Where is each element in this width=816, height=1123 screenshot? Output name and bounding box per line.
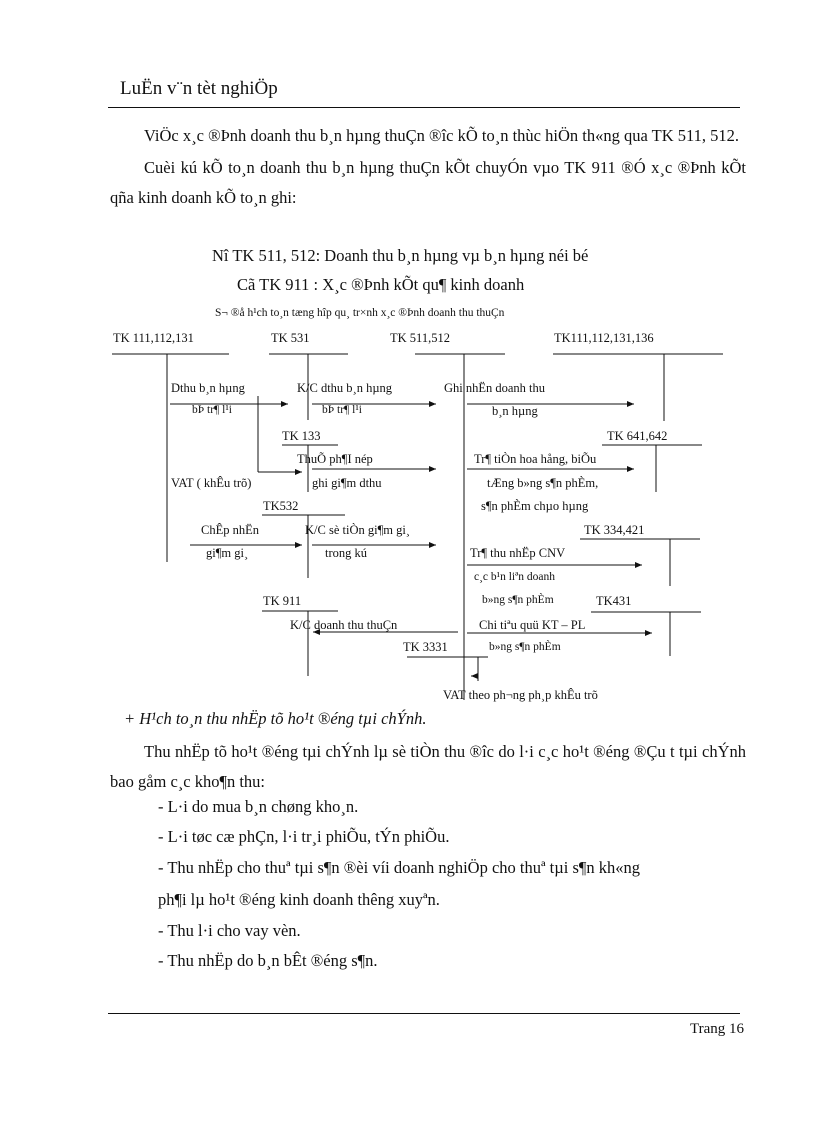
list-item: - Thu nhËp do b¸n bÊt ®éng s¶n. [158,951,378,970]
label-chi-1: Chi tiªu quü KT – PL [479,618,586,632]
list-item: - Thu l·i cho vay vèn. [158,921,301,940]
label-chi-2: b»ng s¶n phÈm [489,641,561,653]
label-chap-2: gi¶m gi¸ [206,546,249,560]
page-number: Trang 16 [689,1021,744,1037]
label-kc-1: K/C dthu b¸n hµng [297,381,393,395]
label-kcdt: K/C doanh thu thuÇn [290,618,398,632]
account-tk111b: TK111,112,131,136 [554,331,654,345]
header-title: LuËn v¨n tèt nghiÖp [120,78,278,99]
account-tk3331: TK 3331 [403,640,448,654]
account-tk531: TK 531 [271,331,310,345]
label-ghi-1: Ghi nhËn doanh thu [444,381,546,395]
label-tra-2: tÆng b»ng s¶n phÈm, [487,476,599,490]
account-tk511: TK 511,512 [390,331,450,345]
label-tra-3: s¶n phÈm chµo hµng [481,499,589,513]
label-tra-1: Tr¶ tiÒn hoa hång, biÕu [474,452,597,466]
label-dthu-2: bÞ tr¶ l¹i [192,404,232,416]
list-item: - Thu nhËp cho thuª tµi s¶n ®èi víi doanh nghiÖp cho thuª tµi s¶n kh«ng [158,858,640,877]
label-dthu-1: Dthu b¸n hµng [171,381,245,395]
label-vat: VAT ( khÊu trõ) [171,476,252,490]
account-tk431: TK431 [596,594,632,608]
label-tr-1: Tr¶ thu nhËp CNV [470,546,566,560]
footer-rule [108,1013,740,1014]
intro-para-1: ViÖc x¸c ®Þnh doanh thu b¸n hµng thuÇn ®îc kÕ to¸n thùc hiÖn th«ng qua TK 511, 512. [144,126,739,145]
label-vat-2: VAT theo ph¬ng ph¸p khÊu trõ [443,688,598,702]
account-tk911: TK 911 [263,594,302,608]
label-kcg-2: trong kú [325,546,368,560]
entry-debit: Nî TK 511, 512: Doanh thu b¸n hµng vµ b¸n hµng néi bé [212,246,589,265]
label-kcg-1: K/C sè tiÒn gi¶m gi¸ [305,523,410,537]
account-tk334: TK 334,421 [584,523,645,537]
label-thue-1: ThuÕ ph¶I nép [297,452,373,466]
label-thue-2: ghi gi¶m dthu [312,476,382,490]
list-item: - L·i do mua b¸n chøng kho¸n. [158,797,359,816]
list-item: - L·i tøc cæ phÇn, l·i tr¸i phiÕu, tÝn phiÕu. [158,827,450,846]
label-tr-2: c¸c b¹n liªn doanh [474,571,556,583]
account-tk641: TK 641,642 [607,429,668,443]
body-paragraph: Thu nhËp tõ ho¹t ®éng tµi chÝnh lµ sè tiÒn thu ®îc do l·i c¸c ho¹t ®éng ®Çu t tµi chÝnh bao gåm c¸c kho¶n thu: [110,742,746,791]
list-item: ph¶i lµ ho¹t ®éng kinh doanh thêng xuyªn. [158,890,440,909]
intro-para-2: Cuèi kú kÕ to¸n doanh thu b¸n hµng thuÇn kÕt chuyÓn vµo TK 911 ®Ó x¸c ®Þnh kÕt qña kinh doanh kÕ to¸n ghi: [110,158,746,207]
account-tk111: TK 111,112,131 [113,331,194,345]
section-heading: + H¹ch to¸n thu nhËp tõ ho¹t ®éng tµi chÝnh. [124,709,427,728]
label-chap-1: ChÊp nhËn [201,523,259,537]
account-tk133: TK 133 [282,429,321,443]
diagram-title: S¬ ®å h¹ch to¸n tæng hîp qu¸ tr×nh x¸c ®Þnh doanh thu thuÇn [215,307,505,319]
label-tr-3: b»ng s¶n phÈm [482,594,554,606]
label-kc-2: bÞ tr¶ l¹i [322,404,362,416]
label-ghi-2: b¸n hµng [492,404,538,418]
entry-credit: Cã TK 911 : X¸c ®Þnh kÕt qu¶ kinh doanh [237,275,525,294]
account-tk532: TK532 [263,499,299,513]
